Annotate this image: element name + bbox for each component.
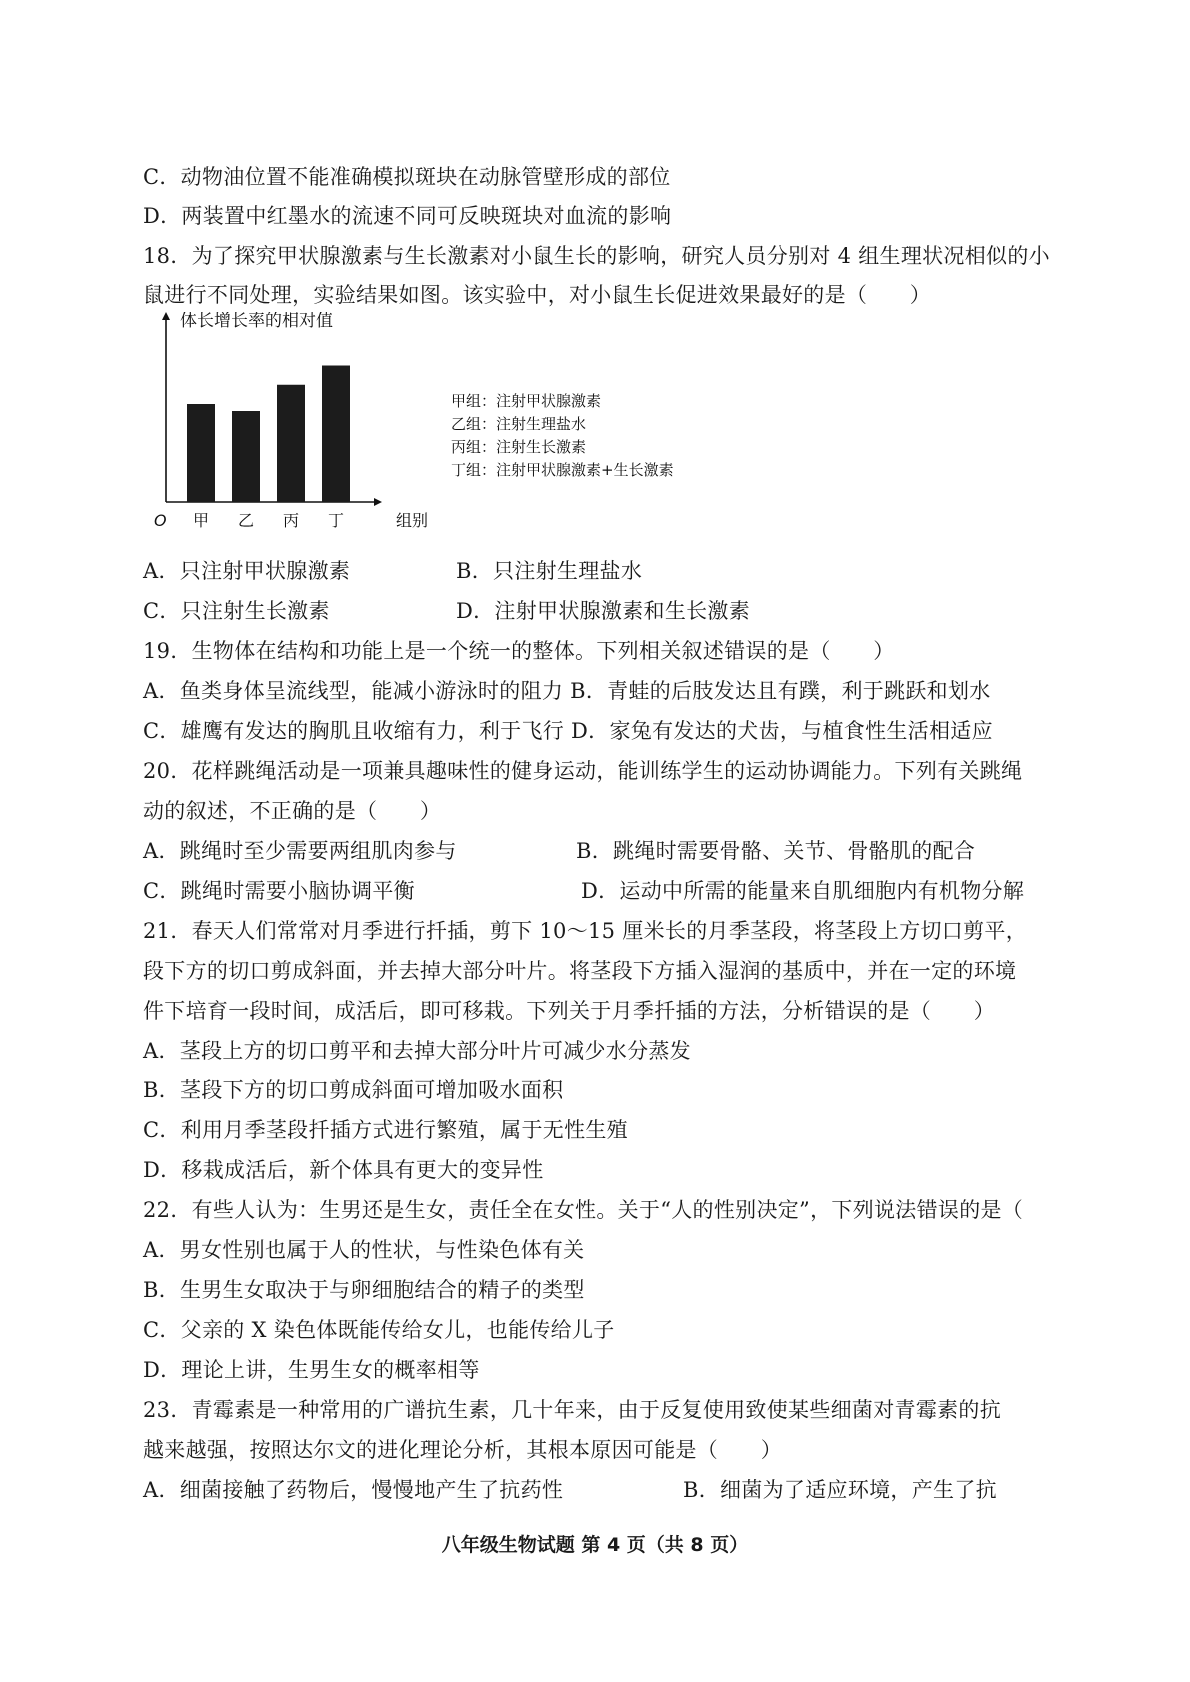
- q20-stem-line2: 动的叙述，不正确的是（ ）: [143, 799, 442, 823]
- q21-stem-line1: 21．春天人们常常对月季进行扦插，剪下 10～15 厘米长的月季茎段，将茎段上方切口剪平，: [143, 919, 1028, 943]
- q20-option-b: B．跳绳时需要骨骼、关节、骨骼肌的配合: [576, 839, 976, 863]
- legend-item-bing: 丙组：注射生长激素: [451, 438, 587, 456]
- q19-stem: 19．生物体在结构和功能上是一个统一的整体。下列相关叙述错误的是（ ）: [143, 639, 895, 663]
- q17-option-c: C．动物油位置不能准确模拟斑块在动脉管壁形成的部位: [143, 165, 671, 189]
- q22-option-d: D．理论上讲，生男生女的概率相等: [143, 1358, 480, 1382]
- y-axis-title: 体长增长率的相对值: [180, 312, 333, 331]
- page-footer: 八年级生物试题 第 4 页（共 8 页）: [441, 1534, 749, 1556]
- bar-2: [232, 411, 260, 502]
- q21-option-a: A．茎段上方的切口剪平和去掉大部分叶片可减少水分蒸发: [143, 1039, 691, 1063]
- q21-option-c: C．利用月季茎段扦插方式进行繁殖，属于无性生殖: [143, 1118, 628, 1142]
- x-tick-label: 丁: [327, 511, 345, 530]
- chart-bars: [187, 366, 350, 503]
- growth-bar-chart: [150, 312, 430, 534]
- q22-option-b: B．生男生女取决于与卵细胞结合的精子的类型: [143, 1278, 585, 1302]
- chart-legend: [451, 390, 674, 482]
- x-tick-label: 甲: [192, 511, 210, 530]
- bar-3: [277, 385, 305, 502]
- q20-option-d: D．运动中所需的能量来自肌细胞内有机物分解: [581, 879, 1025, 903]
- bar-1: [187, 404, 215, 502]
- q19-options-cd: C．雄鹰有发达的胸肌且收缩有力，利于飞行 D．家兔有发达的犬齿，与植食性生活相适应: [143, 719, 993, 743]
- legend-item-jia: 甲组：注射甲状腺激素: [451, 392, 602, 410]
- q18-option-c: C．只注射生长激素: [143, 599, 330, 623]
- bar-4: [322, 366, 350, 503]
- q18-option-d: D．注射甲状腺激素和生长激素: [456, 599, 751, 623]
- origin-label: O: [154, 511, 167, 530]
- q18-stem-line1: 18．为了探究甲状腺激素与生长激素对小鼠生长的影响，研究人员分别对 4 组生理状况相似的小: [143, 244, 1050, 268]
- q23-stem-line2: 越来越强，按照达尔文的进化理论分析，其根本原因可能是（ ）: [143, 1438, 782, 1462]
- q21-stem-line2: 段下方的切口剪成斜面，并去掉大部分叶片。将茎段下方插入湿润的基质中，并在一定的环境: [143, 959, 1017, 983]
- legend-item-yi: 乙组：注射生理盐水: [451, 415, 587, 433]
- q22-stem: 22．有些人认为：生男还是生女，责任全在女性。关于“人的性别决定”，下列说法错误的是（: [143, 1198, 1024, 1222]
- q18-option-a: A．只注射甲状腺激素: [143, 559, 351, 583]
- q18-stem-line2: 鼠进行不同处理，实验结果如图。该实验中，对小鼠生长促进效果最好的是（ ）: [143, 283, 932, 307]
- legend-item-ding: 丁组：注射甲状腺激素+生长激素: [451, 461, 674, 479]
- q21-stem-line3: 件下培育一段时间，成活后，即可移栽。下列关于月季扦插的方法，分析错误的是（ ）: [143, 999, 995, 1023]
- q20-option-a: A．跳绳时至少需要两组肌肉参与: [143, 839, 457, 863]
- q23-stem-line1: 23．青霉素是一种常用的广谱抗生素，几十年来，由于反复使用致使某些细菌对青霉素的抗: [143, 1398, 1002, 1422]
- q22-option-c: C．父亲的 X 染色体既能传给女儿，也能传给儿子: [143, 1318, 615, 1342]
- q20-stem-line1: 20．花样跳绳活动是一项兼具趣味性的健身运动，能训练学生的运动协调能力。下列有关跳绳: [143, 759, 1023, 783]
- q22-option-a: A．男女性别也属于人的性状，与性染色体有关: [143, 1238, 585, 1262]
- q18-option-b: B．只注射生理盐水: [456, 559, 643, 583]
- q21-option-d: D．移栽成活后，新个体具有更大的变异性: [143, 1158, 544, 1182]
- x-tick-label: 乙: [237, 511, 255, 530]
- q20-option-c: C．跳绳时需要小脑协调平衡: [143, 879, 415, 903]
- q17-option-d: D．两装置中红墨水的流速不同可反映斑块对血流的影响: [143, 204, 672, 228]
- q23-option-a: A．细菌接触了药物后，慢慢地产生了抗药性: [143, 1478, 564, 1502]
- x-axis-title: 组别: [395, 511, 428, 530]
- x-axis-arrow: [374, 498, 382, 506]
- y-axis-arrow: [162, 312, 170, 320]
- q19-options-ab: A．鱼类身体呈流线型，能减小游泳时的阻力 B．青蛙的后肢发达且有蹼，利于跳跃和划水: [143, 679, 991, 703]
- q21-option-b: B．茎段下方的切口剪成斜面可增加吸水面积: [143, 1078, 564, 1102]
- x-tick-label: 丙: [282, 511, 300, 530]
- q23-option-b: B．细菌为了适应环境，产生了抗: [683, 1478, 997, 1502]
